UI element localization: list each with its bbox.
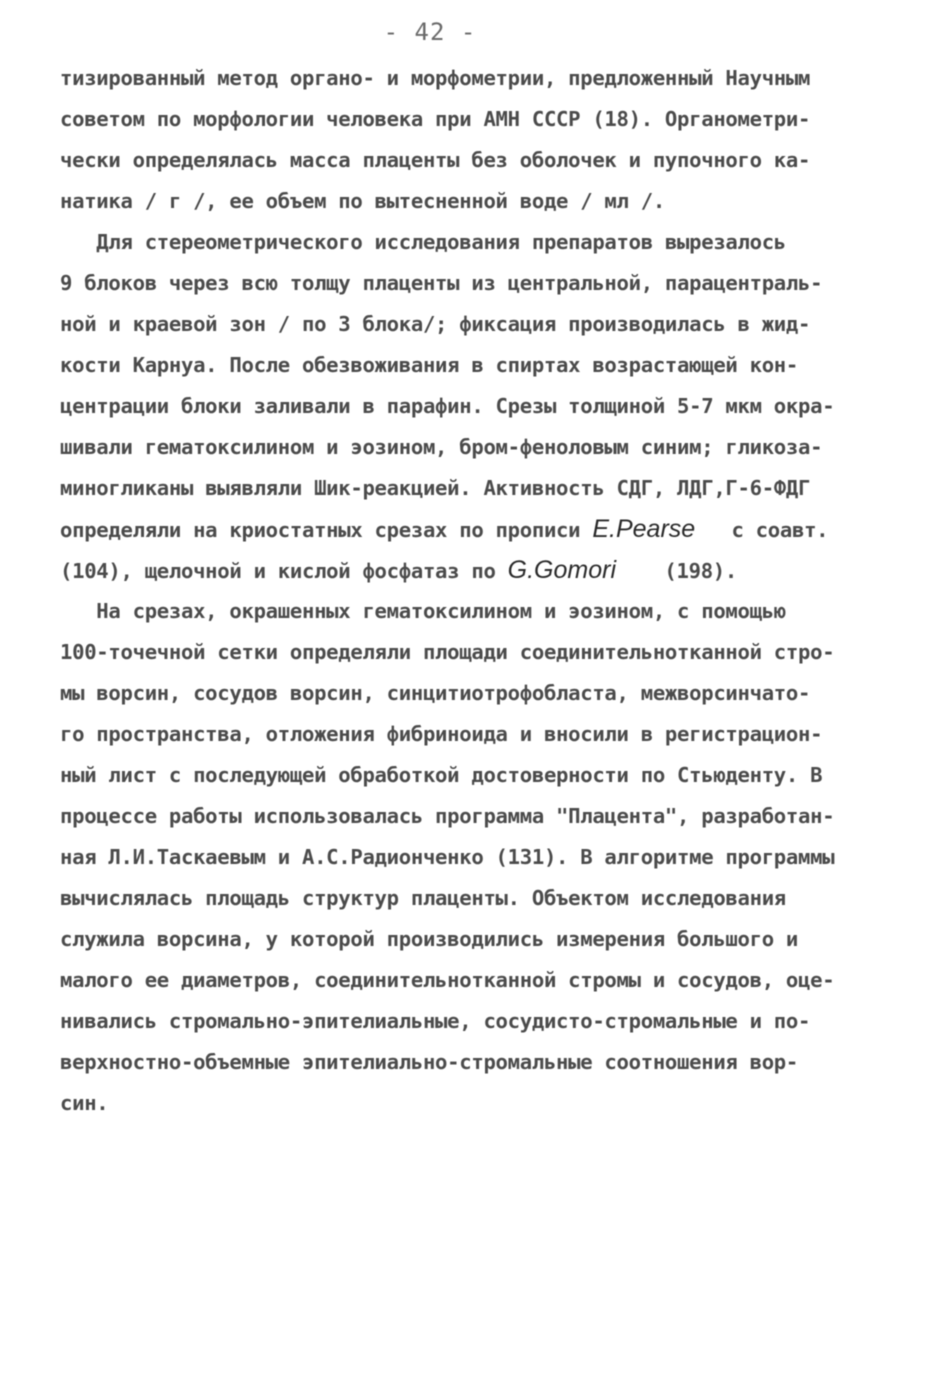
- text-line: ная Л.И.Таскаевым и А.С.Радионченко (131). В алгоритме программы: [60, 845, 835, 869]
- text-line: Для стереометрического исследования препаратов вырезалось: [60, 230, 786, 254]
- line-text: (104), щелочной и кислой фосфатаз по: [60, 559, 508, 583]
- line-text: определяли на криостатных срезах по прописи: [60, 518, 593, 542]
- text-line: нивались стромально-эпителиальные, сосудисто-стромальные и по-: [60, 1009, 811, 1033]
- text-line: шивали гематоксилином и эозином, бром-феноловым синим; гликоза-: [60, 435, 823, 459]
- text-line: натика / г /, ее объем по вытесненной воде / мл /.: [60, 189, 665, 213]
- text-line: малого ее диаметров, соединительнотканной стромы и сосудов, оце-: [60, 968, 835, 992]
- text-line: советом по морфологии человека при АМН СССР (18). Органометри-: [60, 107, 811, 131]
- text-line: го пространства, отложения фибриноида и вносили в регистрацион-: [60, 722, 823, 746]
- text-line: процессе работы использовалась программа "Плацента", разработан-: [60, 804, 835, 828]
- author-name: E.Pearse: [592, 515, 696, 543]
- line-text: (198).: [616, 559, 738, 583]
- text-line: [60, 517, 890, 542]
- page-number: - 42 -: [383, 18, 477, 46]
- text-line: верхностно-объемные эпителиально-стромальные соотношения вор-: [60, 1050, 799, 1074]
- text-line: центрации блоки заливали в парафин. Срезы толщиной 5-7 мкм окра-: [60, 394, 835, 418]
- text-line: 100-точечной сетки определяли площади соединительнотканной стро-: [60, 640, 835, 664]
- text-line: тизированный метод органо- и морфометрии, предложенный Научным: [60, 66, 811, 90]
- text-line: син.: [60, 1091, 109, 1115]
- text-line: мы ворсин, сосудов ворсин, синцитиотрофобласта, межворсинчато-: [60, 681, 811, 705]
- text-line: ный лист с последующей обработкой достоверности по Стьюденту. В: [60, 763, 823, 787]
- text-line: кости Карнуа. После обезвоживания в спиртах возрастающей кон-: [60, 353, 799, 377]
- text-line: чески определялась масса плаценты без оболочек и пупочного ка-: [60, 148, 811, 172]
- author-name: G.Gomori: [507, 556, 617, 584]
- text-line: вычислялась площадь структур плаценты. Объектом исследования: [60, 886, 786, 910]
- text-line: 9 блоков через всю толщу плаценты из центральной, парацентраль-: [60, 271, 823, 295]
- text-line: На срезах, окрашенных гематоксилином и эозином, с помощью: [60, 599, 786, 623]
- line-text: с соавт.: [695, 518, 829, 542]
- text-line: служила ворсина, у которой производились измерения большого и: [60, 927, 799, 951]
- text-line: ной и краевой зон / по 3 блока/; фиксация производилась в жид-: [60, 312, 811, 336]
- text-line: [60, 558, 890, 583]
- text-line: миногликаны выявляли Шик-реакцией. Активность СДГ, ЛДГ,Г-6-ФДГ: [60, 476, 811, 500]
